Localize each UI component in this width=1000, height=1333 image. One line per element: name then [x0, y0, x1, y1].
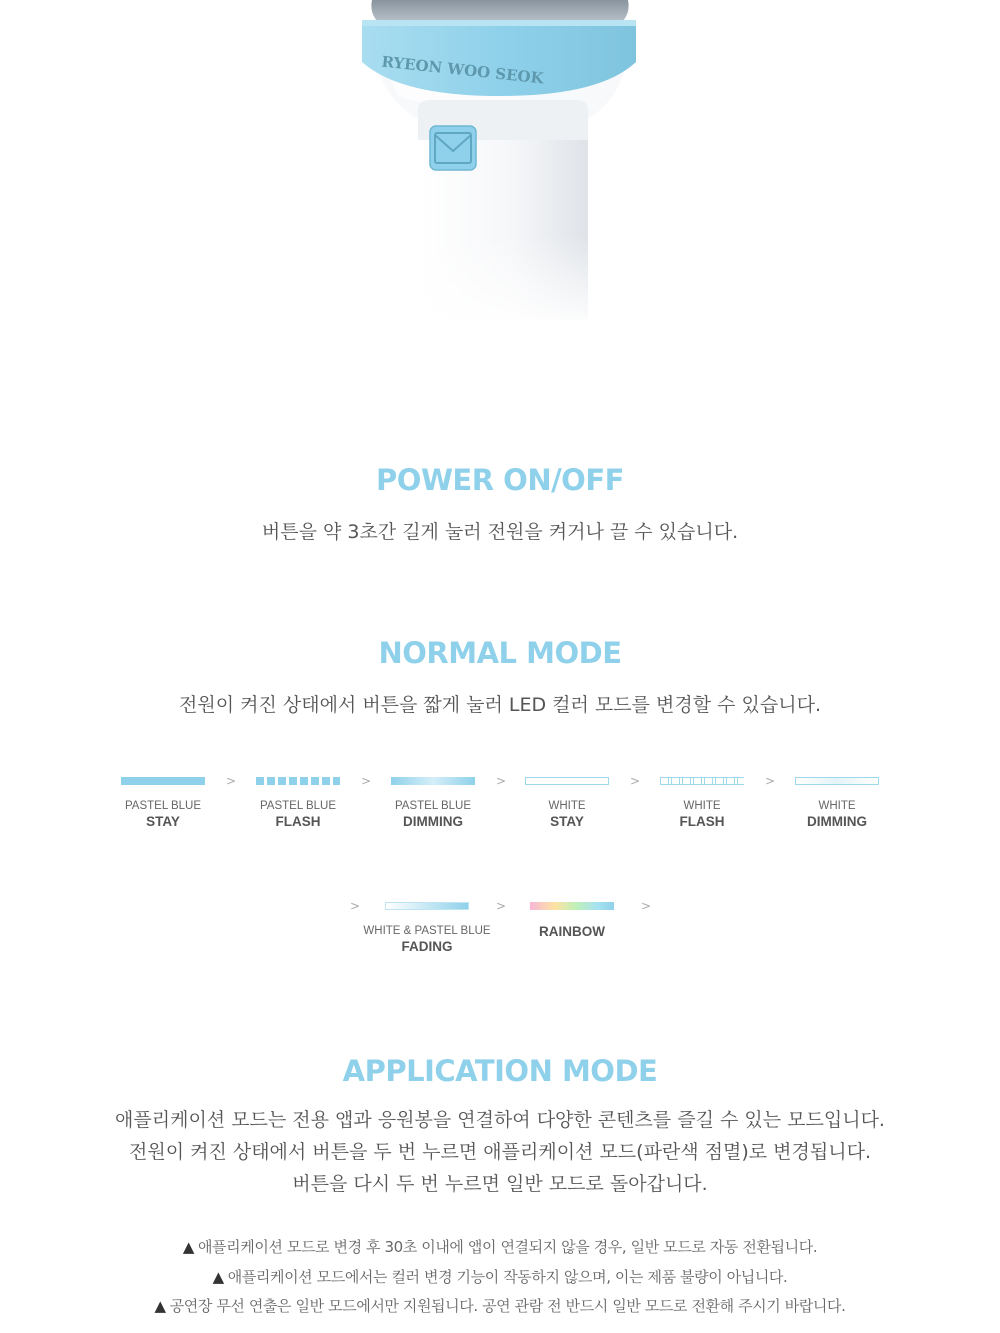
mode-rainbow: [517, 902, 627, 939]
mode-bar: [385, 902, 469, 910]
mode-color-label: WHITE: [683, 800, 721, 812]
chevron-right-icon: >: [630, 774, 641, 788]
description-line: 버튼을 다시 두 번 누르면 일반 모드로 돌아갑니다.: [292, 1173, 708, 1195]
note-text: 애플리케이션 모드에서는 컬러 변경 기능이 작동하지 않으며, 이는 제품 불량이 아닙니다.: [227, 1268, 788, 1286]
normal-mode-title: NORMAL MODE: [378, 636, 622, 670]
chevron-right-icon: >: [496, 774, 507, 788]
chevron-right-icon: >: [641, 899, 652, 913]
mode-effect-label: FADING: [401, 939, 453, 954]
mode-effect-label: RAINBOW: [539, 924, 605, 939]
caution-note: [0, 1236, 1000, 1257]
mode-effect-label: DIMMING: [807, 814, 867, 829]
mode-bar: [660, 777, 744, 785]
description-line: 전원이 켜진 상태에서 버튼을 두 번 누르면 애플리케이션 모드(파란색 점멸)로 변경됩니다.: [128, 1141, 871, 1163]
mode-white-dimming: [782, 777, 892, 829]
mode-bar: [525, 777, 609, 785]
mode-effect-label: STAY: [550, 814, 584, 829]
mode-color-label: WHITE & PASTEL BLUE: [363, 925, 491, 937]
mode-bar: [530, 902, 614, 910]
power-title: POWER ON/OFF: [376, 463, 624, 497]
mode-pastel-blue-flash: [243, 777, 353, 829]
envelope-icon[interactable]: [430, 126, 476, 170]
warning-icon: ▲: [212, 1268, 224, 1286]
mode-pastel-blue-stay: [108, 777, 218, 829]
caution-note: [0, 1295, 1000, 1316]
warning-icon: ▲: [154, 1297, 166, 1315]
mode-color-label: PASTEL BLUE: [394, 800, 472, 812]
description-line: 애플리케이션 모드는 전용 앱과 응원봉을 연결하여 다양한 콘텐츠를 즐길 수 있는 모드입니다.: [115, 1109, 885, 1131]
note-text: 애플리케이션 모드로 변경 후 30초 이내에 앱이 연결되지 않을 경우, 일반 모드로 자동 전환됩니다.: [197, 1238, 818, 1256]
mode-bar: [795, 777, 879, 785]
lightstick-illustration: [0, 0, 1000, 330]
mode-white-flash: [647, 777, 757, 829]
warning-icon: ▲: [182, 1238, 194, 1256]
application-mode-description: [0, 1104, 1000, 1200]
mode-pastel-blue-dimming: [378, 777, 488, 829]
mode-bar: [391, 777, 475, 785]
mode-bar: [121, 777, 205, 785]
mode-color-label: PASTEL BLUE: [124, 800, 202, 812]
mode-color-label: WHITE: [818, 800, 856, 812]
note-text: 공연장 무선 연출은 일반 모드에서만 지원됩니다. 공연 관람 전 반드시 일반 모드로 전환해 주시기 바랍니다.: [169, 1297, 846, 1315]
mode-effect-label: FLASH: [275, 814, 321, 829]
normal-mode-description: 전원이 켜진 상태에서 버튼을 짧게 눌러 LED 컬러 모드를 변경할 수 있습니다.: [179, 694, 821, 716]
mode-white-pastel-blue-fading: [362, 902, 492, 954]
chevron-right-icon: >: [361, 774, 372, 788]
chevron-right-icon: >: [350, 899, 361, 913]
mode-color-label: WHITE: [548, 800, 586, 812]
lightstick-image: [0, 0, 1000, 330]
chevron-right-icon: >: [226, 774, 237, 788]
mode-white-stay: [512, 777, 622, 829]
mode-color-label: PASTEL BLUE: [259, 800, 337, 812]
chevron-right-icon: >: [496, 899, 507, 913]
engraving-text: RYEON WOO SEOK: [380, 52, 545, 88]
mode-effect-label: DIMMING: [403, 814, 463, 829]
caution-note: [0, 1266, 1000, 1287]
mode-effect-label: FLASH: [679, 814, 725, 829]
mode-bar: [256, 777, 340, 785]
mode-effect-label: STAY: [146, 814, 180, 829]
power-description: 버튼을 약 3초간 길게 눌러 전원을 켜거나 끌 수 있습니다.: [261, 521, 739, 543]
chevron-right-icon: >: [765, 774, 776, 788]
application-mode-title: APPLICATION MODE: [342, 1054, 658, 1088]
